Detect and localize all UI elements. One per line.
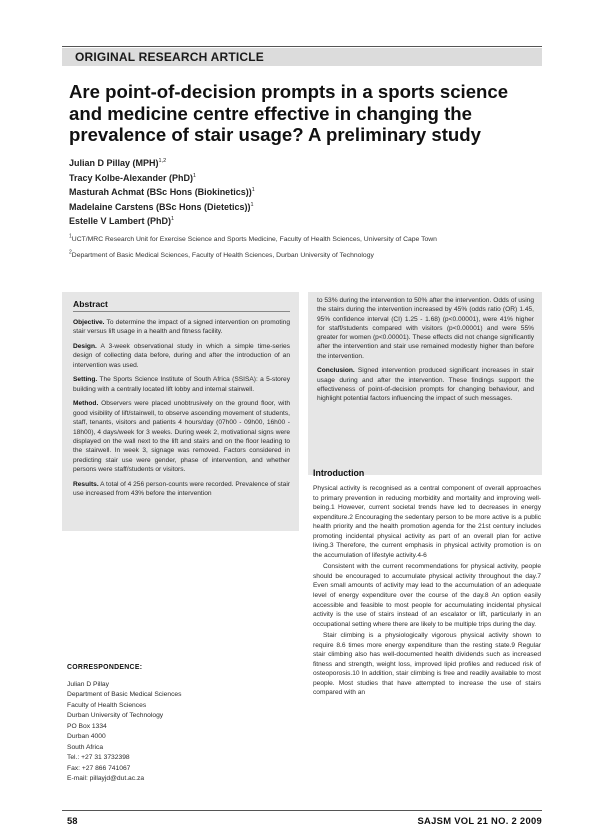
abstract-objective: Objective. To determine the impact of a signed intervention on promoting stair versus lift usage in a health and fitness facility.	[73, 319, 290, 336]
bottom-rule	[62, 810, 542, 811]
author-2: Tracy Kolbe-Alexander (PhD)$^1$	[69, 172, 197, 183]
abstract-method: Method. Observers were placed unobtrusively on the ground floor, with good visibility of lift/stairwell, to observe ascending movement of students, staff, tenants, visitors and patients 4 hours/day (07h00 - 09h00, 16h00 - 18h00), 4 days/week for 3 weeks. During week 2, motivational signs were displayed on the wall next to the lift and stairs and on the floor leading to the stairwell. In week 3, signage was removed. Factors considered in predicting stair use were gender, phase of intervention, and whether persons were staff/students or visitors.	[73, 400, 290, 474]
journal-citation: SAJSM VOL 21 NO. 2 2009	[417, 815, 542, 826]
corr-email[interactable]: E-mail: pillayjd@dut.ac.za	[67, 775, 145, 783]
author-list	[69, 156, 539, 229]
abstract-body	[73, 318, 290, 504]
abstract-design: Design. A 3-week observational study in which a simple time-series design of collecting data before, during and after the introduction of an intervention was used.	[73, 343, 290, 369]
abstract-continued	[317, 296, 534, 409]
corr-line: PO Box 1334	[67, 722, 107, 730]
introduction-body	[313, 484, 541, 700]
abstract-results-continued: to 53% during the intervention to 50% after the intervention. Odds of using the stairs during the intervention increased by 45% (odds ratio (OR) 1.45, 95% confidence interval (CI) 1.25 - 1.68) (p<0.00001), were 41% higher for staff/students compared with visitors (p<0.00001) and were 55% greater for women (p<0.00001). These effects did not change significantly after the intervention and stair use remained modestly higher than before the intervention.	[317, 297, 534, 360]
corr-line: Durban 4000	[67, 733, 106, 741]
corr-line: Tel.: +27 31 3732398	[67, 754, 130, 762]
corr-line: South Africa	[67, 743, 104, 751]
affiliation-2: $^2$Department of Basic Medical Sciences, Faculty of Health Sciences, Durban University of Technology	[69, 249, 374, 259]
affiliation-1: $^1$UCT/MRC Research Unit for Exercise Science and Sports Medicine, Faculty of Health Sciences, University of Cape Town	[69, 233, 437, 243]
top-rule	[62, 46, 542, 47]
author-4: Madelaine Carstens (BSc Hons (Dietetics))$^1$	[69, 201, 254, 212]
corr-line: Julian D Pillay	[67, 681, 109, 688]
author-1: Julian D Pillay (MPH)$^{1,2}$	[69, 158, 167, 168]
intro-paragraph-1: Physical activity is recognised as a central component of overall approaches to primary prevention in reducing morbidity and mortality and improving well-being.1 However, current societal trends have led to decreases in energy expenditure.2 Encouraging the sedentary person to be more active is a public health priority and the health promotion agenda for the 21st century includes promoting incidental physical activity as part of an overall plan for active living.3 Therefore, the current emphasis in physical activity promotion is on the accumulation of lifestyle activity.4-6	[313, 485, 541, 559]
abstract-setting: Setting. The Sports Science Institute of South Africa (SSISA): a 5-storey building with a centrally located lift lobby and internal stairwell.	[73, 376, 290, 393]
article-title: Are point-of-decision prompts in a sports science and medicine centre effective in changing the prevalence of stair usage? A preliminary study	[69, 81, 509, 145]
abstract-rule	[73, 311, 290, 312]
abstract-heading: Abstract	[73, 299, 108, 309]
intro-paragraph-3: Stair climbing is a physiologically vigorous physical activity shown to require 8.6 times more energy expenditure than the resting state.9 Regular stair climbing also has well-documented health dividends such as increased fitness and strength, weight loss, improved lipid profiles and reduced risk of osteoporosis.10 In addition, stair climbing is free and readily available to most people. Most studies that have attempted to increase the use of stairs compared with an	[313, 632, 541, 697]
author-3: Masturah Achmat (BSc Hons (Biokinetics))$^1$	[69, 187, 255, 198]
corr-line: Fax: +27 866 741067	[67, 764, 131, 772]
correspondence-heading: CORRESPONDENCE:	[67, 664, 143, 671]
introduction-heading: Introduction	[313, 468, 365, 478]
abstract-conclusion: Conclusion. Signed intervention produced significant increases in stair usage during and after the intervention. These findings support the effectiveness of point-of-decision prompts for changing behaviour, and highlight potential factors influencing the impact of such messages.	[317, 367, 534, 403]
correspondence-address	[67, 680, 287, 785]
section-label: ORIGINAL RESEARCH ARTICLE	[75, 50, 265, 64]
abstract-results: Results. A total of 4 256 person-counts were recorded. Prevalence of stair use increased from 43% before the intervention	[73, 480, 290, 498]
page-number: 58	[67, 815, 78, 826]
corr-line: Durban University of Technology	[67, 712, 164, 720]
intro-paragraph-2: Consistent with the current recommendations for physical activity, people should be encouraged to accumulate physical activity throughout the day.7 Even small amounts of activity may lead to the accumulation of an adequate level of energy expenditure over the course of the day.8 An option easily accessible and feasible to most people for accumulating incidental physical activity is the use of stairs instead of an escalator or lift, particularly in an occupational setting where there are likely to be multiple trips during the day.	[313, 563, 541, 628]
corr-line: Department of Basic Medical Sciences	[67, 691, 182, 699]
author-5: Estelle V Lambert (PhD)$^1$	[69, 216, 175, 227]
corr-line: Faculty of Health Sciences	[67, 701, 147, 709]
